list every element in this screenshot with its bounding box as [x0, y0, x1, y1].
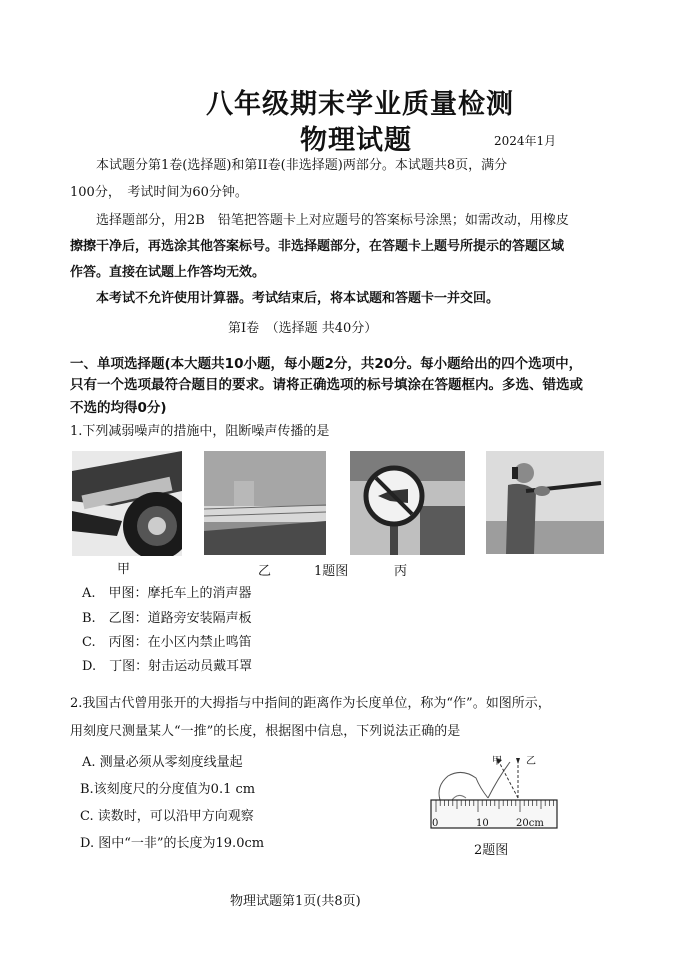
q2-tick-20: 20cm	[516, 818, 544, 829]
q1-option-a: A. 甲图：摩托车上的消声器	[82, 586, 252, 601]
q2-option-d: D. 图中“一非”的长度为19.0cm	[80, 836, 265, 851]
q2-tick-10: 10	[476, 818, 489, 829]
page-title-line1: 八年级期末学业质量检测	[206, 89, 514, 120]
q1-image-sound-barrier	[204, 451, 326, 555]
q1-figure-label: 1题图	[314, 564, 349, 579]
q2-option-c: C. 读数时，可以沿甲方向观察	[80, 809, 254, 824]
q2-label-jia: 甲	[492, 756, 502, 767]
q1-stem: 1.下列减弱噪声的措施中，阻断噪声传播的是	[70, 424, 330, 439]
q2-option-a: A. 测量必须从零刻度线量起	[82, 755, 243, 770]
section1-line2: 只有一个选项最符合题目的要求。请将正确选项的标号填涂在答题框内。多选、错选或	[70, 377, 583, 393]
intro-p1-line2: 100分， 考试时间为60分钟。	[70, 185, 248, 200]
q1-image-shooter-earmuffs	[486, 451, 604, 554]
intro-p1-line1: 本试题分第1卷(选择题)和第II卷(非选择题)两部分。本试题共8页，满分	[96, 158, 508, 173]
q1-option-d: D. 丁图：射击运动员戴耳罩	[82, 659, 253, 674]
section1-line3: 不选的均得0分)	[70, 400, 167, 416]
q2-tick-0: 0	[432, 818, 439, 829]
q1-caption-jia: 甲	[117, 562, 131, 577]
intro-p2-line1: 选择题部分，用2B 铅笔把答题卡上对应题号的答案标号涂黑；如需改动，用橡皮	[96, 213, 569, 228]
intro-p3: 本考试不允许使用计算器。考试结束后，将本试题和答题卡一并交回。	[96, 291, 500, 306]
page-title-line2: 物理试题	[300, 125, 412, 156]
q2-figure-caption: 2题图	[474, 843, 509, 858]
q1-image-motorcycle	[72, 451, 182, 556]
q2-stem-line2: 用刻度尺测量某人“一推”的长度，根据图中信息，下列说法正确的是	[70, 724, 461, 739]
q1-image-no-honk-sign	[350, 451, 465, 555]
q1-option-b: B. 乙图：道路旁安装隔声板	[82, 611, 252, 626]
q2-option-b: B.该刻度尺的分度值为0.1 cm	[80, 782, 256, 797]
q1-option-c: C. 丙图：在小区内禁止鸣笛	[82, 635, 252, 650]
part1-heading: 第Ⅰ卷 （选择题 共40分）	[228, 321, 378, 336]
section1-line1: 一、单项选择题(本大题共10小题，每小题2分，共20分。每小题给出的四个选项中，	[70, 356, 583, 372]
intro-p2-line2: 擦擦干净后，再选涂其他答案标号。非选择题部分，在答题卡上题号所提示的答题区域	[70, 239, 565, 254]
q1-caption-yi: 乙	[258, 564, 272, 579]
exam-date: 2024年1月	[494, 134, 557, 148]
intro-p2-line3: 作答。直接在试题上作答均无效。	[70, 265, 266, 280]
page-footer: 物理试题第1页(共8页)	[230, 894, 361, 909]
q2-stem-line1: 2.我国古代曾用张开的大拇指与中指间的距离作为长度单位，称为“作”。如图所示，	[70, 696, 551, 711]
q1-caption-bing: 丙	[394, 564, 408, 579]
q2-label-yi: 乙	[526, 756, 536, 767]
